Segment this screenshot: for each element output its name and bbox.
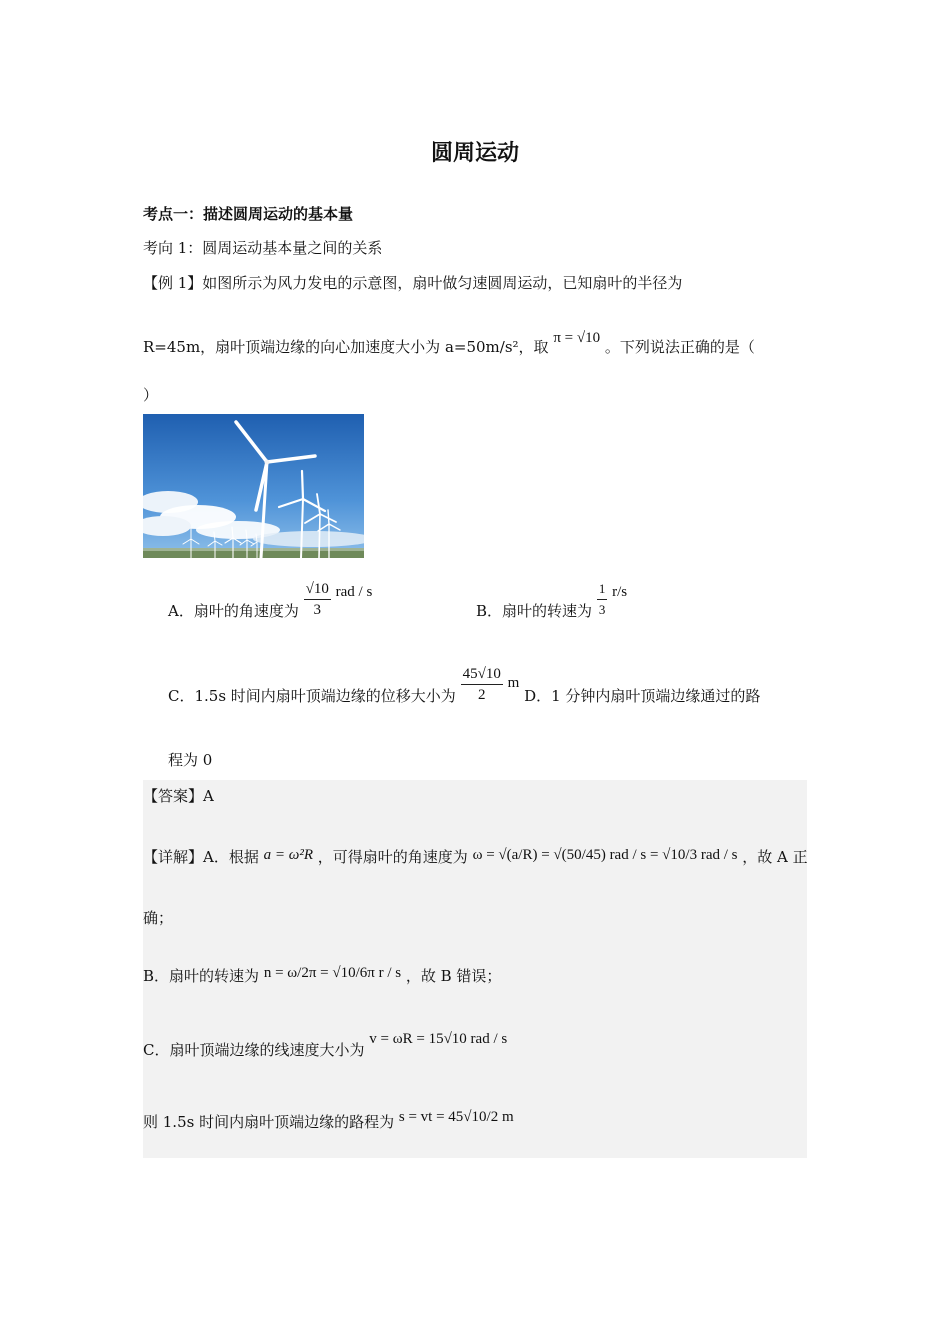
option-b-numerator: 1 <box>598 581 606 596</box>
detail-b-prefix: B．扇叶的转速为 <box>143 967 260 985</box>
option-d: D．1 分钟内扇叶顶端边缘通过的路 <box>524 686 761 705</box>
option-c-unit: m <box>507 674 520 691</box>
example-line-2-suffix: 。下列说法正确的是（ <box>604 338 755 356</box>
detail-s-prefix: 则 1.5s 时间内扇叶顶端边缘的路程为 <box>143 1113 395 1131</box>
option-a-denominator: 3 <box>313 602 321 618</box>
option-c-fraction <box>461 664 503 705</box>
detail-suffix: ，故 A 正 <box>742 848 808 866</box>
example-line-2 <box>143 330 755 358</box>
option-b-denominator: 3 <box>598 602 606 617</box>
example-line-2-prefix: R=45m，扇叶顶端边缘的向心加速度大小为 a=50m/s²，取 <box>143 338 549 356</box>
option-a-numerator: √10 <box>305 581 329 597</box>
option-a <box>168 579 372 620</box>
option-c-label: C．1.5s 时间内扇叶顶端边缘的位移大小为 <box>168 686 456 705</box>
option-a-unit: rad / s <box>335 583 373 600</box>
detail-b-suffix: ，故 B 错误； <box>405 967 502 985</box>
path-length-expression: s = vt = 45√10/2 m <box>398 1109 514 1125</box>
option-b-unit: r/s <box>612 583 628 600</box>
option-b <box>476 579 627 620</box>
section-heading: 考点一：描述圆周运动的基本量 <box>143 205 354 223</box>
omega-expression: ω = √(a/R) = √(50/45) rad / s = √10/3 rad / s <box>472 847 738 863</box>
example-line-3: ） <box>143 386 159 404</box>
option-c-denominator: 2 <box>477 687 486 703</box>
detail-line-2: 确； <box>143 909 174 927</box>
rotation-speed-expression: n = ω/2π = √10/6π r / s <box>263 965 402 981</box>
detail-b-line <box>143 940 502 985</box>
detail-line-1 <box>143 822 808 866</box>
example-line-1: 【例 1】如图所示为风力发电的示意图，扇叶做匀速圆周运动，已知扇叶的半径为 <box>143 274 683 292</box>
detail-prefix: 【详解】A．根据 <box>143 848 259 866</box>
direction-heading: 考向 1：圆周运动基本量之间的关系 <box>143 239 383 257</box>
detail-formula: a = ω²R <box>263 847 313 863</box>
detail-s-line <box>143 1096 514 1131</box>
option-d-continued: 程为 0 <box>168 751 213 769</box>
detail-c-prefix: C．扇叶顶端边缘的线速度大小为 <box>143 1041 365 1059</box>
option-c-numerator: 45√10 <box>462 666 501 682</box>
option-b-label: B．扇叶的转速为 <box>476 601 593 620</box>
pi-equation: π = √10 <box>553 330 601 346</box>
option-b-fraction <box>597 579 608 620</box>
detail-c-line <box>143 1028 508 1059</box>
option-a-fraction <box>304 579 331 620</box>
option-a-label: A．扇叶的角速度为 <box>168 601 299 620</box>
option-c <box>168 664 760 705</box>
wind-turbines-photo <box>143 414 364 558</box>
page-title: 圆周运动 <box>430 141 519 166</box>
answer-label: 【答案】A <box>143 787 214 805</box>
linear-speed-expression: v = ωR = 15√10 rad / s <box>369 1031 508 1047</box>
detail-mid: ，可得扇叶的角速度为 <box>317 848 468 866</box>
